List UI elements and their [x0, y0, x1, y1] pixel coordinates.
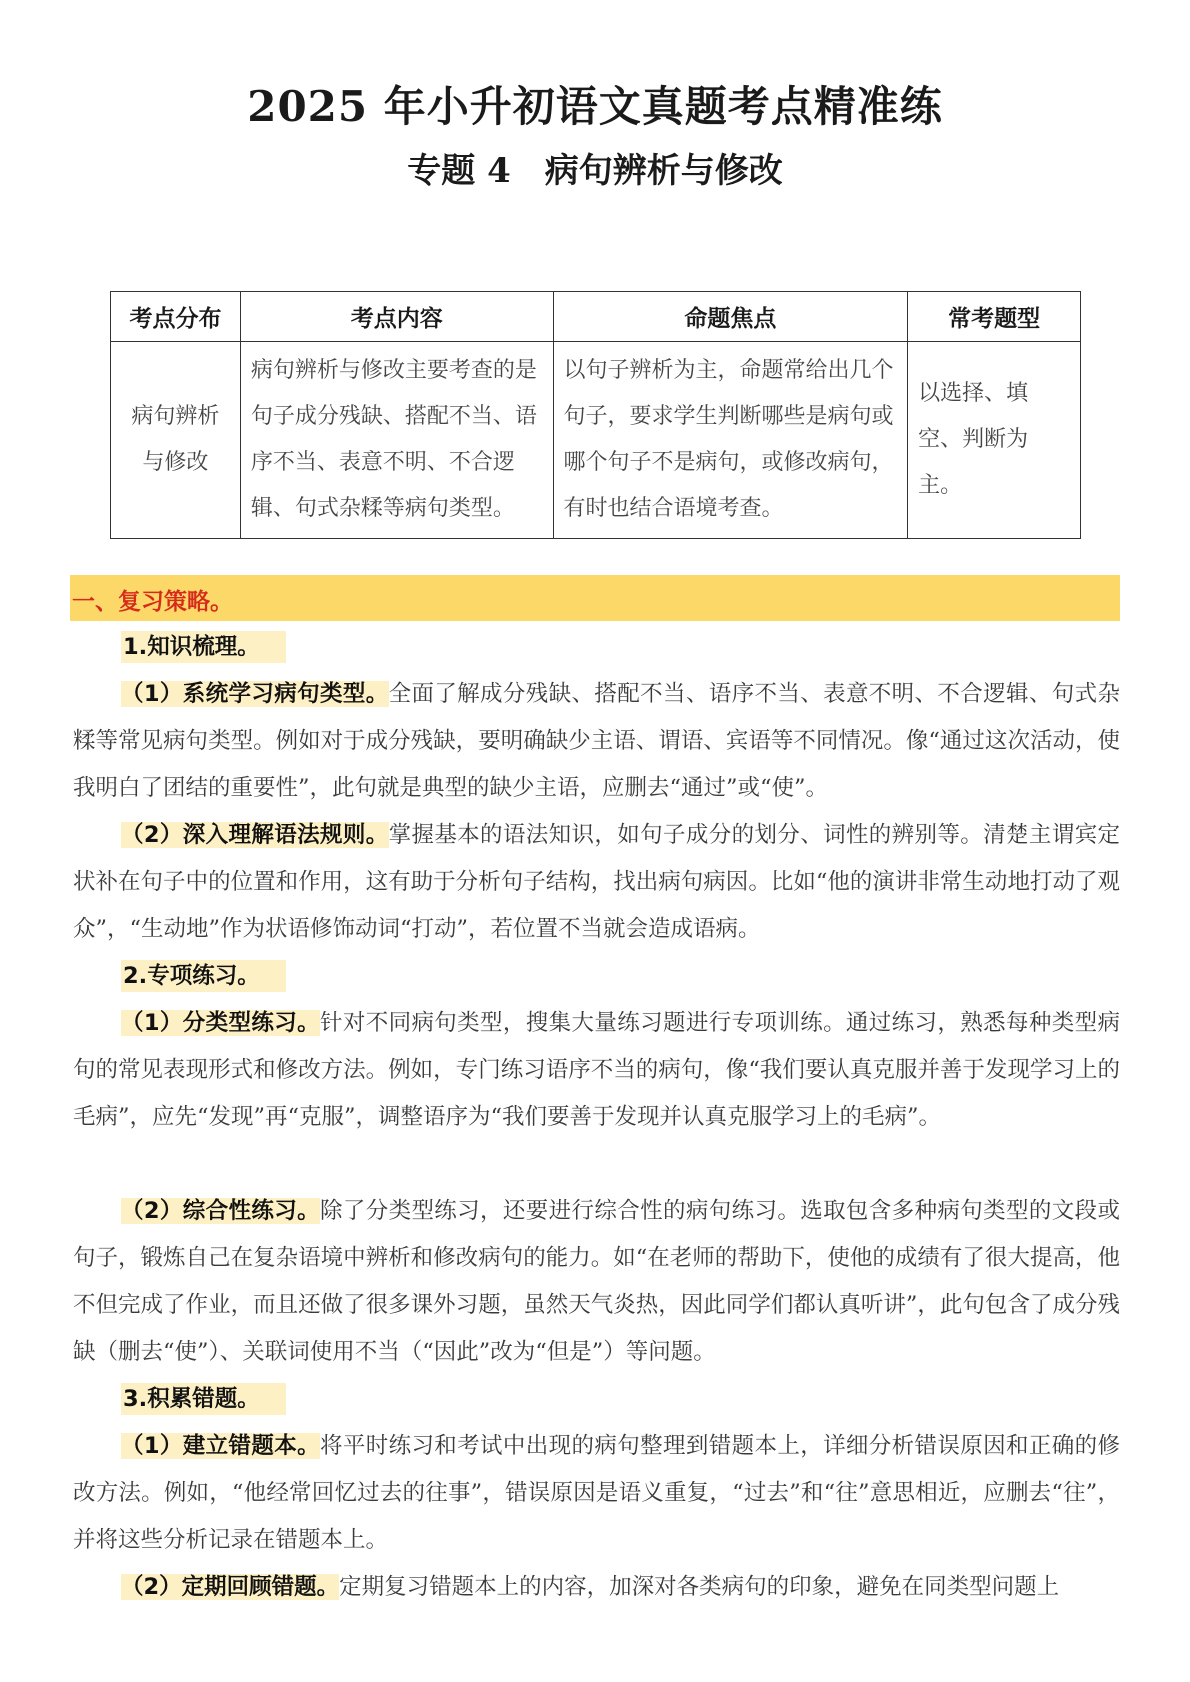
paragraph [73, 812, 1120, 953]
paragraph-lead: （2）定期回顾错题。 [121, 1574, 340, 1600]
paragraph [73, 671, 1120, 812]
paragraph-lead: （1）建立错题本。 [121, 1433, 320, 1459]
subsection-heading: 3.积累错题。 [73, 1376, 1120, 1423]
paragraph [73, 1188, 1120, 1376]
section-heading-bar [70, 575, 1120, 621]
paragraph [73, 1564, 1120, 1611]
table-header-row [111, 292, 1081, 342]
paragraph-lead: （2）综合性练习。 [121, 1198, 320, 1224]
subsection-heading: 2.专项练习。 [73, 953, 1120, 1000]
section-heading: 一、复习策略。 [72, 589, 233, 615]
topic-name: 病句辨析与修改 [544, 151, 783, 191]
table-header-cell: 常考题型 [908, 292, 1081, 342]
paragraph-text: 针对不同病句类型，搜集大量练习题进行专项训练。通过练习，熟悉每种类型病句的常见表现形式和修改方法。例如，专门练习语序不当的病句，像“我们要认真克服并善于发现学习上的毛病”，应先“发现”再“克服”，调整语序为“我们要善于发现并认真克服学习上的毛病”。 [73, 1010, 1120, 1130]
paragraph-lead: （1）分类型练习。 [121, 1010, 320, 1036]
paragraph-text: 掌握基本的语法知识，如句子成分的划分、词性的辨别等。清楚主谓宾定状补在句子中的位置和作用，这有助于分析句子结构，找出病句病因。比如“他的演讲非常生动地打动了观众”，“生动地”作为状语修饰动词“打动”，若位置不当就会造成语病。 [73, 822, 1120, 942]
content-cell: 病句辨析与修改主要考查的是句子成分残缺、搭配不当、语序不当、表意不明、不合逻辑、句式杂糅等病句类型。 [240, 342, 553, 539]
table-header-cell: 考点内容 [240, 292, 553, 342]
page-subtitle [0, 143, 1190, 192]
paragraph-text: 定期复习错题本上的内容，加深对各类病句的印象，避免在同类型问题上 [339, 1574, 1060, 1600]
section-block-2 [73, 1188, 1120, 1611]
focus-cell: 以句子辨析为主，命题常给出几个句子，要求学生判断哪些是病句或哪个句子不是病句，或修改病句，有时也结合语境考查。 [553, 342, 908, 539]
subsection-heading: 1.知识梳理。 [73, 624, 1120, 671]
paragraph [73, 1000, 1120, 1141]
types-cell: 以选择、填空、判断为主。 [908, 342, 1081, 539]
paragraph-text: 全面了解成分残缺、搭配不当、语序不当、表意不明、不合逻辑、句式杂糅等常见病句类型。例如对于成分残缺，要明确缺少主语、谓语、宾语等不同情况。像“通过这次活动，使我明白了团结的重要性”，此句就是典型的缺少主语，应删去“通过”或“使”。 [73, 681, 1120, 801]
paragraph-text: 将平时练习和考试中出现的病句整理到错题本上，详细分析错误原因和正确的修改方法。例如，“他经常回忆过去的往事”，错误原因是语义重复，“过去”和“往”意思相近，应删去“往”，并将这些分析记录在错题本上。 [73, 1433, 1120, 1553]
topic-number: 专题 4 [407, 151, 511, 191]
exam-point-table [110, 291, 1081, 539]
table-header-cell: 命题焦点 [553, 292, 908, 342]
paragraph-text: 除了分类型练习，还要进行综合性的病句练习。选取包含多种病句类型的文段或句子，锻炼自己在复杂语境中辨析和修改病句的能力。如“在老师的帮助下，使他的成绩有了很大提高，他不但完成了作业，而且还做了很多课外习题，虽然天气炎热，因此同学们都认真听讲”，此句包含了成分残缺（删去“使”）、关联词使用不当（“因此”改为“但是”）等问题。 [73, 1198, 1120, 1365]
paragraph-lead: （2）深入理解语法规则。 [121, 822, 389, 848]
distribution-cell: 病句辨析与修改 [111, 342, 241, 539]
table-header-cell: 考点分布 [111, 292, 241, 342]
paragraph-lead: （1）系统学习病句类型。 [121, 681, 389, 707]
table-row [111, 342, 1081, 539]
paragraph [73, 1423, 1120, 1564]
page-title: 2025 年小升初语文真题考点精准练 [247, 82, 943, 131]
section-block-1 [73, 624, 1120, 1141]
